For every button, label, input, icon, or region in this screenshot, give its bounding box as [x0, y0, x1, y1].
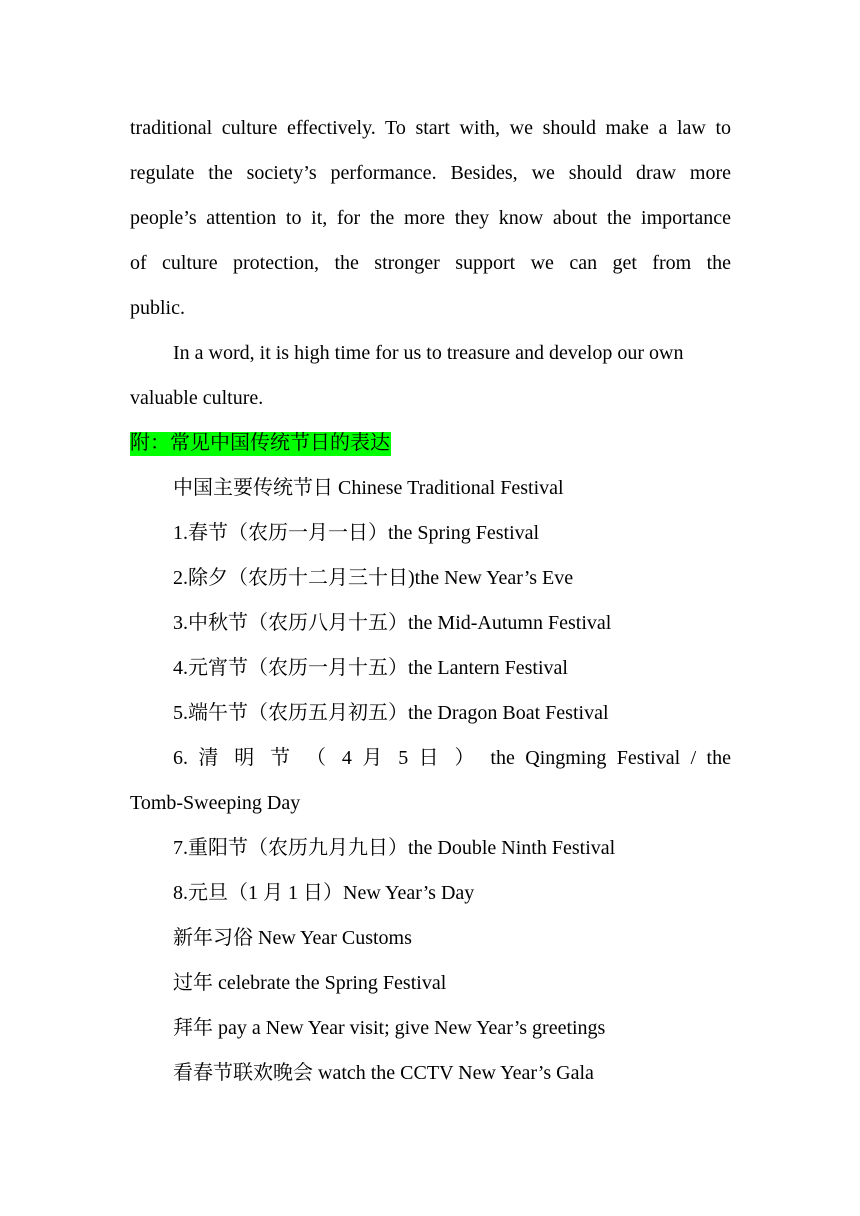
custom-item: 看春节联欢晚会 watch the CCTV New Year’s Gala	[173, 1062, 594, 1084]
festival-item: 3.中秋节（农历八月十五）the Mid-Autumn Festival	[173, 612, 612, 634]
festival-item: 5.端午节（农历五月初五）the Dragon Boat Festival	[173, 702, 609, 724]
appendix-heading	[130, 431, 731, 455]
festival-item: 4.元宵节（农历一月十五）the Lantern Festival	[173, 657, 568, 679]
festival-item-continuation: Tomb-Sweeping Day	[130, 792, 301, 814]
essay-line: of culture protection, the stronger support we can get from the	[130, 252, 731, 274]
festival-item: 1.春节（农历一月一日）the Spring Festival	[173, 522, 540, 544]
essay-line: In a word, it is high time for us to treasure and develop our own	[173, 342, 684, 364]
essay-line: regulate the society’s performance. Besides, we should draw more	[130, 162, 731, 184]
festival-item: 2.除夕（农历十二月三十日)the New Year’s Eve	[173, 567, 574, 589]
festival-item: 7.重阳节（农历九月九日）the Double Ninth Festival	[173, 837, 616, 859]
customs-section-title: 新年习俗 New Year Customs	[173, 927, 412, 949]
essay-line: people’s attention to it, for the more they know about the importance	[130, 207, 731, 229]
essay-line: traditional culture effectively. To start with, we should make a law to	[130, 117, 731, 139]
essay-line: valuable culture.	[130, 387, 264, 409]
custom-item: 过年 celebrate the Spring Festival	[173, 972, 447, 994]
essay-line: public.	[130, 297, 185, 319]
festivals-section-title: 中国主要传统节日 Chinese Traditional Festival	[173, 477, 564, 499]
festival-item: 6. 清 明 节 （ 4 月 5 日 ） the Qingming Festival / the	[173, 747, 731, 769]
highlighted-heading-text: 附：常见中国传统节日的表达	[130, 432, 390, 454]
custom-item: 拜年 pay a New Year visit; give New Year’s greetings	[173, 1017, 606, 1039]
festival-item: 8.元旦（1 月 1 日）New Year’s Day	[173, 882, 475, 904]
